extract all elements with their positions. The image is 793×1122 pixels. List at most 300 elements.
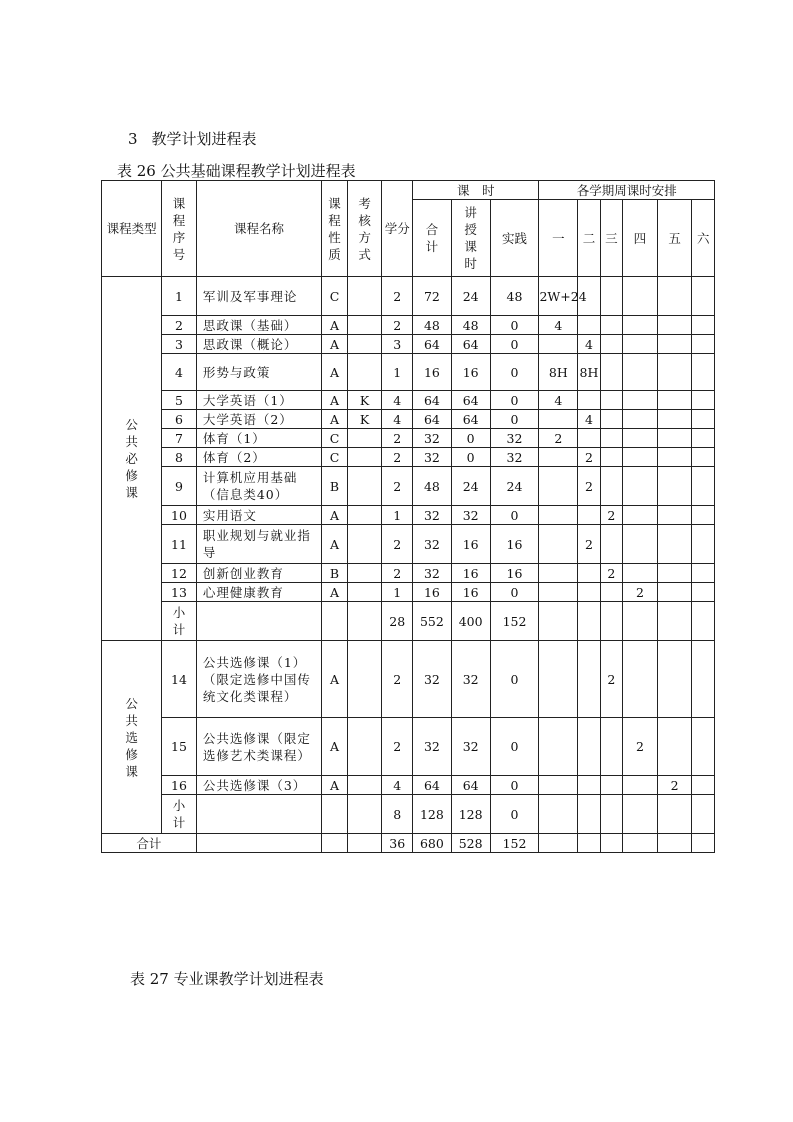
credit: 1 <box>382 354 413 391</box>
sem6-hours <box>692 410 715 429</box>
sem5-hours <box>657 718 692 776</box>
hours-total: 72 <box>413 277 452 316</box>
sem2-hours <box>578 564 600 583</box>
course-seq: 8 <box>162 448 197 467</box>
sem5-hours <box>657 602 692 641</box>
exam-method <box>347 641 382 718</box>
sem4-hours <box>623 467 658 506</box>
hours-practice: 0 <box>490 583 539 602</box>
sem2-hours: 2 <box>578 448 600 467</box>
hours-practice: 24 <box>490 467 539 506</box>
hours-total: 64 <box>413 410 452 429</box>
table-row <box>102 335 715 354</box>
sem4-hours <box>623 602 658 641</box>
course-seq: 14 <box>162 641 197 718</box>
sem6-hours <box>692 316 715 335</box>
course-name: 实用语文 <box>196 506 321 525</box>
hours-total: 64 <box>413 776 452 795</box>
hours-total: 64 <box>413 335 452 354</box>
sem4-hours <box>623 277 658 316</box>
table-cell <box>578 834 600 853</box>
hours-total: 16 <box>413 354 452 391</box>
exam-method <box>347 429 382 448</box>
sem4-hours: 2 <box>623 718 658 776</box>
course-nature: A <box>322 506 347 525</box>
course-seq: 小 计 <box>162 795 197 834</box>
course-seq: 15 <box>162 718 197 776</box>
course-nature: C <box>322 277 347 316</box>
hours-practice: 32 <box>490 429 539 448</box>
sem4-hours <box>623 335 658 354</box>
exam-method <box>347 335 382 354</box>
sem2-hours <box>578 429 600 448</box>
sem5-hours <box>657 506 692 525</box>
sem6-hours <box>692 564 715 583</box>
hours-lecture: 32 <box>451 718 490 776</box>
sem6-hours <box>692 429 715 448</box>
course-seq: 4 <box>162 354 197 391</box>
col-sem2-header: 二 <box>578 200 600 277</box>
sem1-hours <box>539 602 578 641</box>
sem3-hours <box>600 583 622 602</box>
exam-method <box>347 795 382 834</box>
sem6-hours <box>692 467 715 506</box>
course-nature: A <box>322 525 347 564</box>
sem3-hours <box>600 795 622 834</box>
sem1-hours <box>539 335 578 354</box>
sem3-hours: 2 <box>600 564 622 583</box>
hours-total: 32 <box>413 525 452 564</box>
course-name: 体育（2） <box>196 448 321 467</box>
exam-method <box>347 354 382 391</box>
sem3-hours <box>600 525 622 564</box>
table-cell <box>600 834 622 853</box>
table-row <box>102 277 715 316</box>
sem4-hours <box>623 795 658 834</box>
hours-total: 48 <box>413 467 452 506</box>
grand-total-credit: 36 <box>382 834 413 853</box>
credit: 2 <box>382 316 413 335</box>
table-row <box>102 429 715 448</box>
grand-total-row <box>102 834 715 853</box>
sem2-hours <box>578 641 600 718</box>
sem1-hours: 2 <box>539 429 578 448</box>
hours-total: 32 <box>413 718 452 776</box>
course-name: 大学英语（2） <box>196 410 321 429</box>
hours-practice: 0 <box>490 354 539 391</box>
exam-method <box>347 718 382 776</box>
course-seq: 3 <box>162 335 197 354</box>
sem5-hours <box>657 467 692 506</box>
sem3-hours <box>600 354 622 391</box>
sem5-hours <box>657 335 692 354</box>
hours-practice: 0 <box>490 718 539 776</box>
hours-practice: 0 <box>490 776 539 795</box>
sem4-hours: 2 <box>623 583 658 602</box>
hours-practice: 0 <box>490 335 539 354</box>
hours-lecture: 24 <box>451 277 490 316</box>
course-seq: 9 <box>162 467 197 506</box>
table-row <box>102 448 715 467</box>
hours-group-header: 课 时 <box>413 181 539 200</box>
course-name: 公共选修课（限定选修艺术类课程） <box>196 718 321 776</box>
course-plan-table <box>101 180 715 853</box>
sem3-hours <box>600 277 622 316</box>
sem3-hours <box>600 429 622 448</box>
course-nature: A <box>322 410 347 429</box>
sem1-hours: 2W+24 <box>539 277 578 316</box>
col-practice-header: 实践 <box>490 200 539 277</box>
course-nature: A <box>322 354 347 391</box>
sem2-hours: 8H <box>578 354 600 391</box>
course-name: 公共选修课（3） <box>196 776 321 795</box>
table-row <box>102 316 715 335</box>
col-exam-header: 考 核 方 式 <box>347 181 382 277</box>
hours-total: 48 <box>413 316 452 335</box>
hours-practice: 16 <box>490 525 539 564</box>
sem4-hours <box>623 316 658 335</box>
sem2-hours: 2 <box>578 525 600 564</box>
course-name: 创新创业教育 <box>196 564 321 583</box>
course-type-cell: 公 共 选 修 课 <box>102 641 162 834</box>
course-name: 思政课（基础） <box>196 316 321 335</box>
credit: 2 <box>382 429 413 448</box>
col-sem4-header: 四 <box>623 200 658 277</box>
section-number: 3 <box>128 130 138 148</box>
course-nature <box>322 602 347 641</box>
hours-lecture: 32 <box>451 506 490 525</box>
col-nature-header: 课 程 性 质 <box>322 181 347 277</box>
course-nature: B <box>322 564 347 583</box>
sem4-hours <box>623 354 658 391</box>
hours-total: 32 <box>413 429 452 448</box>
col-sem3-header: 三 <box>600 200 622 277</box>
sem1-hours <box>539 641 578 718</box>
hours-total: 32 <box>413 506 452 525</box>
header-row <box>102 181 715 200</box>
course-name: 大学英语（1） <box>196 391 321 410</box>
subtotal-row <box>102 602 715 641</box>
sem3-hours: 2 <box>600 641 622 718</box>
section-heading <box>128 128 257 149</box>
sem6-hours <box>692 641 715 718</box>
sem1-hours <box>539 525 578 564</box>
col-credit-header: 学分 <box>382 181 413 277</box>
sem6-hours <box>692 795 715 834</box>
course-type-cell: 公 共 必 修 课 <box>102 277 162 641</box>
sem4-hours <box>623 391 658 410</box>
hours-practice: 0 <box>490 316 539 335</box>
credit: 1 <box>382 583 413 602</box>
sem2-hours: 2 <box>578 467 600 506</box>
exam-method <box>347 316 382 335</box>
hours-practice: 0 <box>490 506 539 525</box>
hours-lecture: 16 <box>451 525 490 564</box>
sem5-hours <box>657 277 692 316</box>
sem2-hours <box>578 795 600 834</box>
sem1-hours <box>539 506 578 525</box>
hours-lecture: 0 <box>451 429 490 448</box>
hours-lecture: 16 <box>451 583 490 602</box>
table-row <box>102 391 715 410</box>
course-nature: B <box>322 467 347 506</box>
table-cell <box>196 834 321 853</box>
col-name-header: 课程名称 <box>196 181 321 277</box>
sem4-hours <box>623 641 658 718</box>
course-seq: 13 <box>162 583 197 602</box>
sem1-hours: 8H <box>539 354 578 391</box>
table-row <box>102 583 715 602</box>
sem5-hours <box>657 641 692 718</box>
hours-lecture: 64 <box>451 391 490 410</box>
col-total-header: 合 计 <box>413 200 452 277</box>
sem6-hours <box>692 602 715 641</box>
exam-method <box>347 776 382 795</box>
hours-total: 64 <box>413 391 452 410</box>
hours-lecture: 128 <box>451 795 490 834</box>
table-caption: 表 26 公共基础课程教学计划进程表 <box>117 162 356 180</box>
hours-lecture: 0 <box>451 448 490 467</box>
col-seq-header: 课 程 序 号 <box>162 181 197 277</box>
sem5-hours <box>657 795 692 834</box>
sem3-hours <box>600 448 622 467</box>
sem5-hours <box>657 448 692 467</box>
exam-method: K <box>347 391 382 410</box>
sem3-hours <box>600 467 622 506</box>
hours-lecture: 64 <box>451 776 490 795</box>
section-title: 教学计划进程表 <box>151 130 257 148</box>
sem6-hours <box>692 448 715 467</box>
credit: 4 <box>382 410 413 429</box>
course-name: 军训及军事理论 <box>196 277 321 316</box>
table-row <box>102 564 715 583</box>
sem4-hours <box>623 429 658 448</box>
exam-method <box>347 277 382 316</box>
hours-lecture: 400 <box>451 602 490 641</box>
sem5-hours <box>657 316 692 335</box>
credit: 2 <box>382 467 413 506</box>
sem1-hours: 4 <box>539 316 578 335</box>
semester-group-header: 各学期周课时安排 <box>539 181 715 200</box>
credit: 4 <box>382 776 413 795</box>
hours-total: 32 <box>413 448 452 467</box>
sem6-hours <box>692 335 715 354</box>
col-type-header: 课程类型 <box>102 181 162 277</box>
exam-method <box>347 506 382 525</box>
hours-lecture: 16 <box>451 354 490 391</box>
hours-total: 32 <box>413 564 452 583</box>
sem3-hours <box>600 335 622 354</box>
col-lecture-header: 讲 授 课 时 <box>451 200 490 277</box>
course-name: 思政课（概论） <box>196 335 321 354</box>
hours-total: 552 <box>413 602 452 641</box>
sem1-hours <box>539 448 578 467</box>
table-row <box>102 410 715 429</box>
course-name: 形势与政策 <box>196 354 321 391</box>
sem1-hours <box>539 776 578 795</box>
table-cell <box>539 834 578 853</box>
course-name: 体育（1） <box>196 429 321 448</box>
course-seq: 12 <box>162 564 197 583</box>
course-nature: C <box>322 429 347 448</box>
table-cell <box>692 834 715 853</box>
course-name: 计算机应用基础（信息类40） <box>196 467 321 506</box>
sem3-hours: 2 <box>600 506 622 525</box>
course-nature: A <box>322 776 347 795</box>
hours-lecture: 32 <box>451 641 490 718</box>
sem5-hours: 2 <box>657 776 692 795</box>
table-row <box>102 354 715 391</box>
subtotal-row <box>102 795 715 834</box>
exam-method <box>347 467 382 506</box>
credit: 2 <box>382 641 413 718</box>
grand-total-lecture: 528 <box>451 834 490 853</box>
course-seq: 16 <box>162 776 197 795</box>
hours-lecture: 48 <box>451 316 490 335</box>
sem6-hours <box>692 354 715 391</box>
course-nature: A <box>322 335 347 354</box>
course-seq: 5 <box>162 391 197 410</box>
hours-total: 32 <box>413 641 452 718</box>
sem5-hours <box>657 410 692 429</box>
sem1-hours <box>539 795 578 834</box>
sem2-hours <box>578 583 600 602</box>
sem4-hours <box>623 525 658 564</box>
sem3-hours <box>600 602 622 641</box>
col-sem6-header: 六 <box>692 200 715 277</box>
sem1-hours <box>539 467 578 506</box>
hours-practice: 0 <box>490 410 539 429</box>
credit: 8 <box>382 795 413 834</box>
sem6-hours <box>692 391 715 410</box>
sem1-hours: 4 <box>539 391 578 410</box>
table-cell <box>657 834 692 853</box>
hours-practice: 0 <box>490 795 539 834</box>
exam-method <box>347 602 382 641</box>
sem1-hours <box>539 718 578 776</box>
sem2-hours <box>578 506 600 525</box>
course-nature: A <box>322 641 347 718</box>
sem6-hours <box>692 277 715 316</box>
credit: 2 <box>382 564 413 583</box>
sem5-hours <box>657 564 692 583</box>
sem5-hours <box>657 583 692 602</box>
sem3-hours <box>600 718 622 776</box>
table-row <box>102 506 715 525</box>
sem4-hours <box>623 506 658 525</box>
sem4-hours <box>623 776 658 795</box>
credit: 1 <box>382 506 413 525</box>
course-seq: 10 <box>162 506 197 525</box>
table-cell <box>623 834 658 853</box>
course-nature: A <box>322 316 347 335</box>
course-seq: 1 <box>162 277 197 316</box>
sem1-hours <box>539 410 578 429</box>
course-nature: A <box>322 391 347 410</box>
table-row <box>102 641 715 718</box>
hours-practice: 0 <box>490 391 539 410</box>
course-seq: 11 <box>162 525 197 564</box>
sem5-hours <box>657 354 692 391</box>
course-seq: 7 <box>162 429 197 448</box>
sem2-hours <box>578 316 600 335</box>
table-row <box>102 718 715 776</box>
sem6-hours <box>692 583 715 602</box>
col-sem5-header: 五 <box>657 200 692 277</box>
sem6-hours <box>692 776 715 795</box>
sem1-hours <box>539 564 578 583</box>
grand-total-label: 合计 <box>102 834 197 853</box>
sem5-hours <box>657 429 692 448</box>
sem5-hours <box>657 525 692 564</box>
exam-method <box>347 583 382 602</box>
exam-method <box>347 564 382 583</box>
credit: 4 <box>382 391 413 410</box>
exam-method <box>347 448 382 467</box>
table-cell <box>322 834 347 853</box>
sem6-hours <box>692 506 715 525</box>
sem2-hours <box>578 602 600 641</box>
sem4-hours <box>623 564 658 583</box>
grand-total-practice: 152 <box>490 834 539 853</box>
course-nature: A <box>322 583 347 602</box>
hours-practice: 16 <box>490 564 539 583</box>
hours-lecture: 16 <box>451 564 490 583</box>
col-sem1-header: 一 <box>539 200 578 277</box>
hours-total: 128 <box>413 795 452 834</box>
course-nature: A <box>322 718 347 776</box>
sem5-hours <box>657 391 692 410</box>
hours-practice: 48 <box>490 277 539 316</box>
sem2-hours <box>578 391 600 410</box>
sem6-hours <box>692 525 715 564</box>
credit: 28 <box>382 602 413 641</box>
hours-lecture: 64 <box>451 335 490 354</box>
credit: 2 <box>382 448 413 467</box>
exam-method: K <box>347 410 382 429</box>
credit: 2 <box>382 718 413 776</box>
sem2-hours: 4 <box>578 410 600 429</box>
next-table-caption: 表 27 专业课教学计划进程表 <box>130 970 324 988</box>
course-name <box>196 795 321 834</box>
hours-lecture: 24 <box>451 467 490 506</box>
sem3-hours <box>600 316 622 335</box>
sem4-hours <box>623 410 658 429</box>
sem3-hours <box>600 391 622 410</box>
table-row <box>102 776 715 795</box>
hours-total: 16 <box>413 583 452 602</box>
course-name: 职业规划与就业指导 <box>196 525 321 564</box>
course-name: 公共选修课（1）（限定选修中国传统文化类课程） <box>196 641 321 718</box>
hours-practice: 0 <box>490 641 539 718</box>
sem2-hours <box>578 776 600 795</box>
sem3-hours <box>600 410 622 429</box>
sem2-hours <box>578 718 600 776</box>
credit: 3 <box>382 335 413 354</box>
course-nature <box>322 795 347 834</box>
grand-total-hours: 680 <box>413 834 452 853</box>
sem4-hours <box>623 448 658 467</box>
sem2-hours: 4 <box>578 335 600 354</box>
course-seq: 2 <box>162 316 197 335</box>
course-nature: C <box>322 448 347 467</box>
course-name <box>196 602 321 641</box>
credit: 2 <box>382 277 413 316</box>
table-row <box>102 467 715 506</box>
sem1-hours <box>539 583 578 602</box>
sem3-hours <box>600 776 622 795</box>
table-row <box>102 525 715 564</box>
